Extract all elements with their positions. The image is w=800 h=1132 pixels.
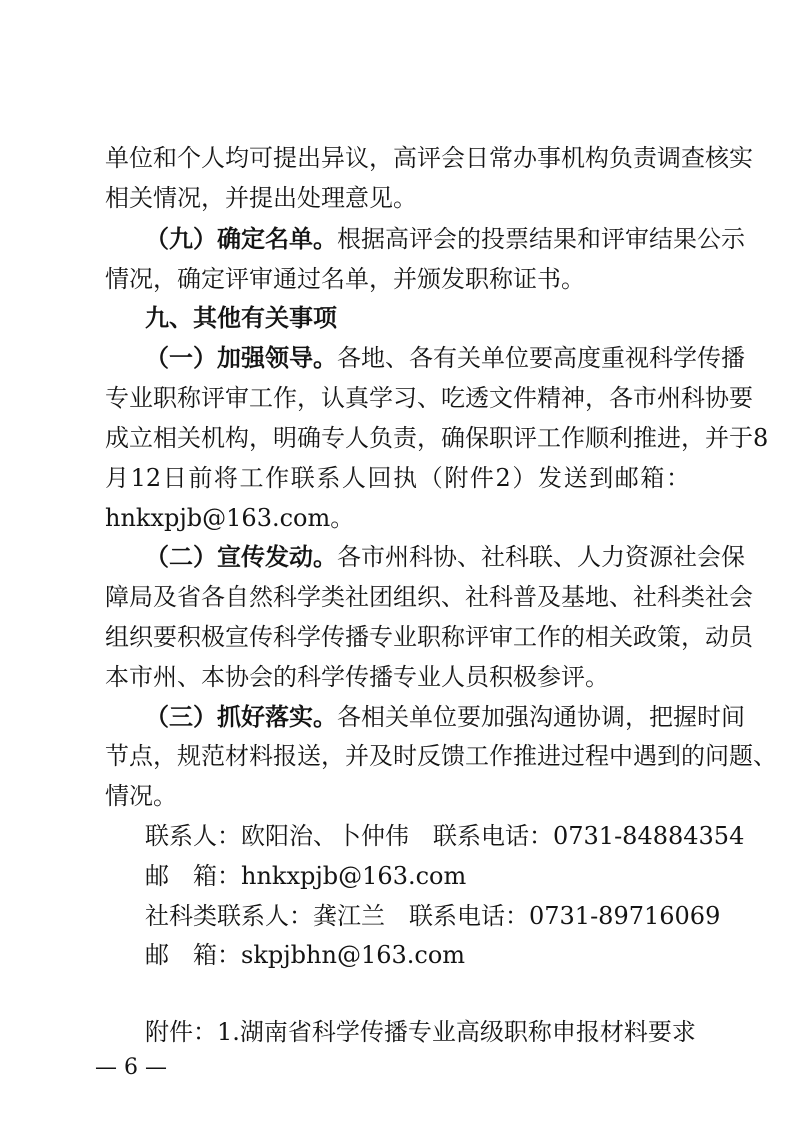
text-span: 各相关单位要加强沟通协调，把握时间 [337,703,745,731]
text-line: 情况，确定评审通过名单，并颁发职称证书。 [105,265,585,293]
contact-line: 联系人：欧阳治、卜仲伟 联系电话：0731-84884354 [145,822,745,850]
attachment-line: 附件：1.湖南省科学传播专业高级职称申报材料要求 [145,1018,696,1046]
text-line: 相关情况，并提出处理意见。 [105,184,417,212]
text-line: 成立相关机构，明确专人负责，确保职评工作顺利推进，并于8 [105,424,769,452]
section-heading: 九、其他有关事项 [145,303,337,332]
text-line: 单位和个人均可提出异议，高评会日常办事机构负责调查核实 [105,144,753,172]
paragraph-line [145,702,745,732]
contact-line: 社科类联系人：龚江兰 联系电话：0731-89716069 [145,902,721,930]
subsection-heading: （三）抓好落实。 [145,702,337,731]
contact-email: 邮 箱：hnkxpjb@163.com [145,862,467,890]
text-line: hnkxpjb@163.com。 [105,504,355,532]
text-span: 各地、各有关单位要高度重视科学传播 [337,344,745,372]
text-line: 情况。 [105,782,177,810]
text-line: 月12日前将工作联系人回执（附件2）发送到邮箱： [105,464,690,492]
text-span: 根据高评会的投票结果和评审结果公示 [337,225,745,253]
text-line: 障局及省各自然科学类社团组织、社科普及基地、社科类社会 [105,583,753,611]
text-span: 各市州科协、社科联、人力资源社会保 [337,543,745,571]
subsection-heading: （二）宣传发动。 [145,542,337,571]
contact-email: 邮 箱：skpjbhn@163.com [145,941,466,969]
text-line: 本市州、本协会的科学传播专业人员积极参评。 [105,663,609,691]
subsection-heading: （一）加强领导。 [145,343,337,372]
paragraph-line [145,224,745,254]
paragraph-line [145,343,745,373]
subsection-heading: （九）确定名单。 [145,224,337,253]
paragraph-line [145,542,745,572]
text-line: 专业职称评审工作，认真学习、吃透文件精神，各市州科协要 [105,384,753,412]
text-line: 组织要积极宣传科学传播专业职称评审工作的相关政策，动员 [105,623,753,651]
text-line: 节点，规范材料报送，并及时反馈工作推进过程中遇到的问题、 [105,742,777,770]
page-number: — 6 — [95,1055,167,1080]
